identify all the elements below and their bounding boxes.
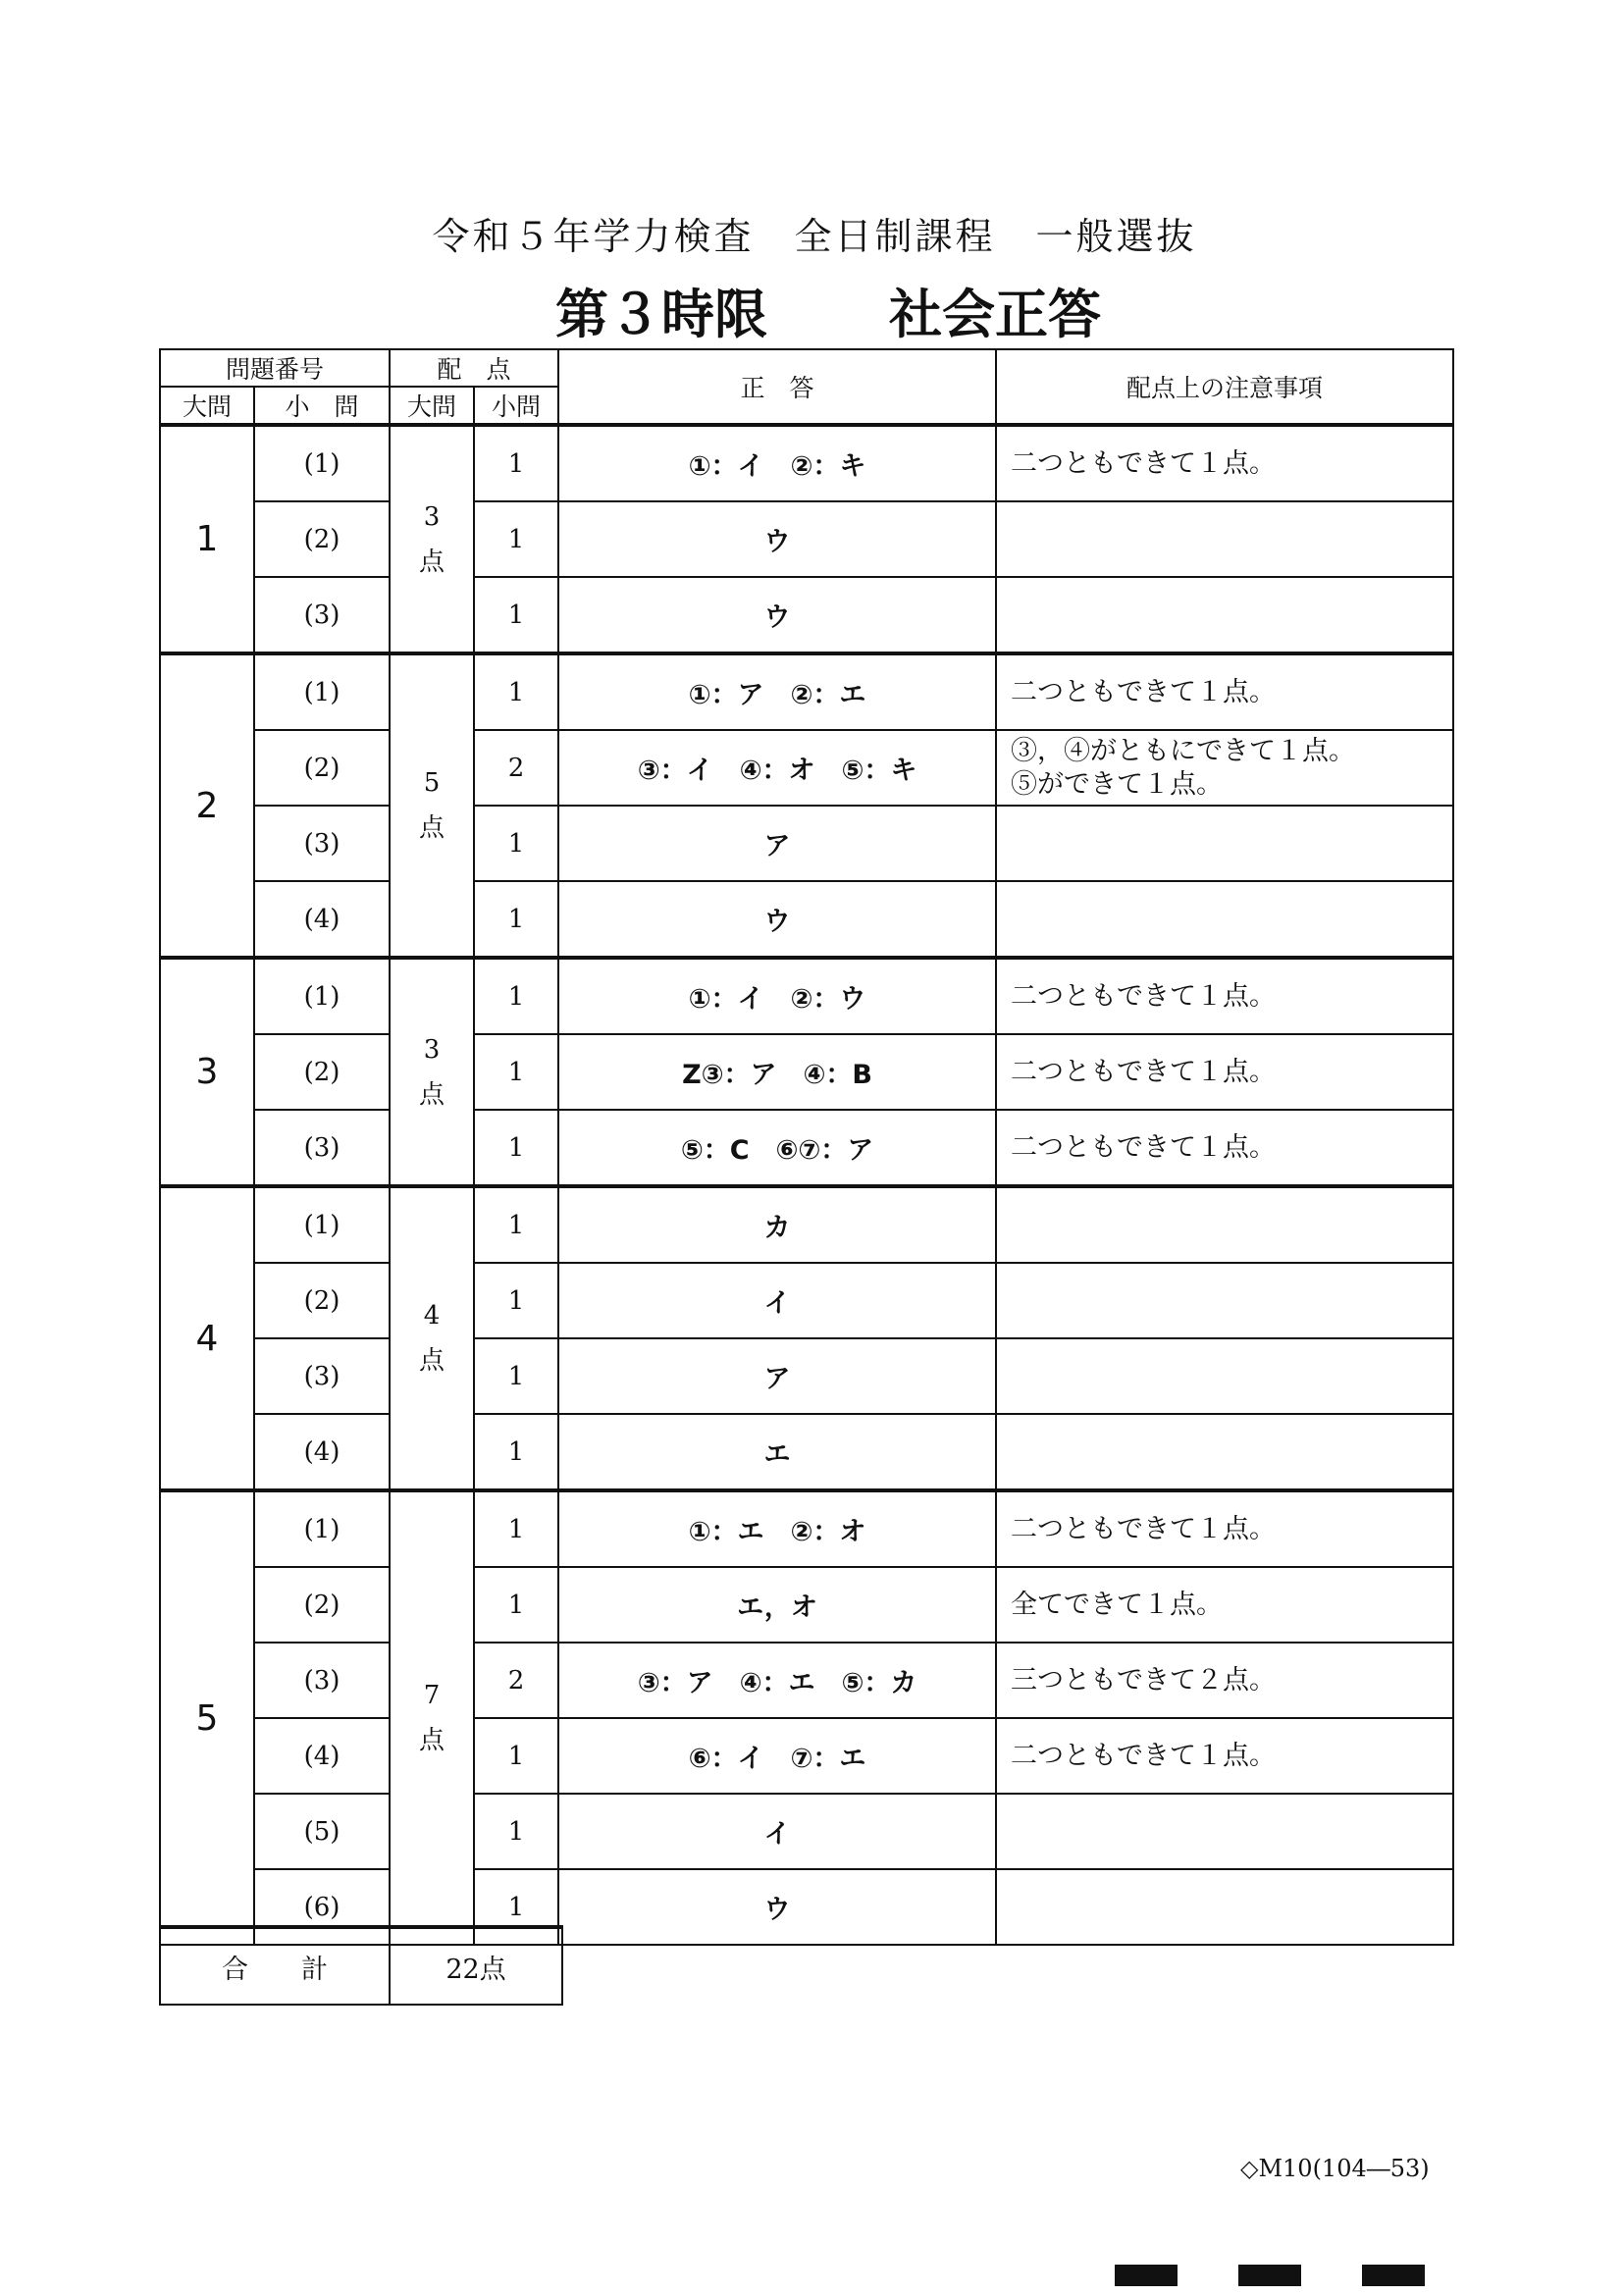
question-number: 1: [160, 425, 254, 653]
correct-answer: ウ: [558, 1869, 996, 1945]
correct-answer: ア: [558, 1338, 996, 1414]
sub-question: (4): [254, 881, 390, 958]
sub-question: (2): [254, 501, 390, 577]
scoring-note: [996, 1414, 1453, 1490]
group-points-unit: 点: [419, 813, 445, 843]
answer-row: [160, 1490, 1453, 1567]
scoring-note: [996, 1567, 1453, 1643]
scoring-note: [996, 1186, 1453, 1263]
sub-question: (3): [254, 577, 390, 653]
sub-points: 2: [474, 730, 558, 806]
header-seito: 正 答: [558, 349, 996, 425]
correct-answer: ウ: [558, 501, 996, 577]
scoring-note: [996, 730, 1453, 806]
answer-row: [160, 1034, 1453, 1110]
sub-question: (2): [254, 1567, 390, 1643]
correct-answer: ⑤：C ⑥⑦：ア: [558, 1110, 996, 1186]
header-haiten: 配 点: [390, 349, 558, 387]
answer-row: [160, 1186, 1453, 1263]
sub-points: 1: [474, 958, 558, 1034]
sub-points: 1: [474, 1490, 558, 1567]
group-points: [390, 958, 474, 1186]
scoring-note: [996, 1869, 1453, 1945]
question-number: 3: [160, 958, 254, 1186]
sub-question: (1): [254, 958, 390, 1034]
correct-answer: エ: [558, 1414, 996, 1490]
exam-title: 令和５年学力検査 全日制課程 一般選抜: [432, 215, 1197, 258]
group-points-unit: 点: [419, 547, 445, 577]
sub-points: 1: [474, 1186, 558, 1263]
scoring-note: [996, 1034, 1453, 1110]
total-value: 22点: [390, 1927, 562, 2005]
sub-points: 1: [474, 1718, 558, 1794]
sub-points: 2: [474, 1643, 558, 1718]
sub-points: 1: [474, 1110, 558, 1186]
registration-mark: [1115, 2265, 1178, 2286]
sub-points: 1: [474, 1869, 558, 1945]
answer-row: [160, 958, 1453, 1034]
correct-answer: ウ: [558, 881, 996, 958]
group-points-value: 4: [423, 1301, 441, 1331]
sub-points: 1: [474, 1034, 558, 1110]
sub-points: 1: [474, 1338, 558, 1414]
answer-row: [160, 1110, 1453, 1186]
header-mondai: 問題番号: [160, 349, 390, 387]
sub-points: 1: [474, 881, 558, 958]
answer-row: [160, 730, 1453, 806]
sub-points: 1: [474, 1567, 558, 1643]
question-number: 5: [160, 1490, 254, 1945]
group-points-unit: 点: [419, 1079, 445, 1110]
sub-question: (5): [254, 1794, 390, 1869]
answer-row: [160, 425, 1453, 501]
registration-mark: [1238, 2265, 1301, 2286]
scoring-note-line: 二つともできて１点。: [1011, 1740, 1277, 1771]
group-points-unit: 点: [419, 1726, 445, 1755]
header-shomon-points: 小問: [474, 387, 558, 425]
sub-question: (1): [254, 653, 390, 730]
scoring-note-line: 二つともできて１点。: [1011, 1056, 1277, 1087]
correct-answer: ①：エ ②：オ: [558, 1490, 996, 1567]
header-chui: 配点上の注意事項: [996, 349, 1453, 425]
correct-answer: エ，オ: [558, 1567, 996, 1643]
sub-question: (3): [254, 1338, 390, 1414]
scoring-note-line: ③，④がともにできて１点。: [1011, 735, 1356, 766]
question-number: 4: [160, 1186, 254, 1490]
answer-row: [160, 1414, 1453, 1490]
header-daimon: 大問: [160, 387, 254, 425]
subject-title: 社会正答: [889, 284, 1101, 345]
sub-question: (6): [254, 1869, 390, 1945]
scoring-note: [996, 1718, 1453, 1794]
sub-points: 1: [474, 577, 558, 653]
answer-row: [160, 1794, 1453, 1869]
answer-row: [160, 1263, 1453, 1338]
sub-question: (3): [254, 1643, 390, 1718]
scoring-note: [996, 1643, 1453, 1718]
header-shomon: 小 問: [254, 387, 390, 425]
group-points-value: 5: [423, 768, 441, 798]
scoring-note-line: 二つともできて１点。: [1011, 1131, 1277, 1163]
group-points: [390, 1186, 474, 1490]
correct-answer: ⑥：イ ⑦：エ: [558, 1718, 996, 1794]
sub-points: 1: [474, 653, 558, 730]
correct-answer: ①：イ ②：ウ: [558, 958, 996, 1034]
group-points: [390, 1490, 474, 1945]
scoring-note: [996, 1263, 1453, 1338]
scoring-note: [996, 1338, 1453, 1414]
scoring-note: [996, 806, 1453, 881]
correct-answer: ③：イ ④：オ ⑤：キ: [558, 730, 996, 806]
correct-answer: カ: [558, 1186, 996, 1263]
scoring-note: [996, 425, 1453, 501]
total-table: [159, 1925, 563, 2006]
sub-question: (3): [254, 806, 390, 881]
group-points-unit: 点: [419, 1346, 445, 1376]
answer-row: [160, 501, 1453, 577]
sub-question: (4): [254, 1414, 390, 1490]
scoring-note: [996, 1490, 1453, 1567]
scoring-note: [996, 1794, 1453, 1869]
sub-points: 1: [474, 425, 558, 501]
scoring-note: [996, 577, 1453, 653]
answer-row: [160, 806, 1453, 881]
registration-mark: [1362, 2265, 1425, 2286]
sub-question: (2): [254, 730, 390, 806]
group-points-value: 3: [423, 501, 441, 532]
correct-answer: Z③：ア ④：B: [558, 1034, 996, 1110]
sub-points: 1: [474, 1794, 558, 1869]
correct-answer: ③：ア ④：エ ⑤：カ: [558, 1643, 996, 1718]
correct-answer: ①：ア ②：エ: [558, 653, 996, 730]
answer-row: [160, 1338, 1453, 1414]
group-points: [390, 425, 474, 653]
sub-question: (1): [254, 425, 390, 501]
correct-answer: イ: [558, 1263, 996, 1338]
scoring-note-line: 二つともできて１点。: [1011, 676, 1277, 707]
period-title: 第３時限: [555, 283, 767, 345]
scoring-note: [996, 653, 1453, 730]
answer-row: [160, 1718, 1453, 1794]
document-code: ◇M10(104―53): [1240, 2155, 1430, 2182]
answer-row: [160, 653, 1453, 730]
sub-question: (1): [254, 1490, 390, 1567]
scoring-note: [996, 958, 1453, 1034]
scoring-note-line: ⑤ができて１点。: [1011, 768, 1224, 800]
sub-question: (4): [254, 1718, 390, 1794]
answer-table: [159, 348, 1454, 1946]
question-number: 2: [160, 653, 254, 958]
header-daimon-points: 大問: [390, 387, 474, 425]
sub-question: (2): [254, 1263, 390, 1338]
sub-points: 1: [474, 1263, 558, 1338]
scoring-note-line: 三つともできて２点。: [1011, 1664, 1277, 1696]
answer-row: [160, 1643, 1453, 1718]
scoring-note-line: 二つともできて１点。: [1011, 1513, 1277, 1544]
answer-row: [160, 1567, 1453, 1643]
scoring-note: [996, 501, 1453, 577]
total-label: 合 計: [160, 1927, 390, 2005]
sub-points: 1: [474, 1414, 558, 1490]
correct-answer: ア: [558, 806, 996, 881]
scoring-note-line: 二つともできて１点。: [1011, 980, 1277, 1012]
sub-points: 1: [474, 806, 558, 881]
group-points: [390, 653, 474, 958]
sub-points: 1: [474, 501, 558, 577]
answer-row: [160, 577, 1453, 653]
scoring-note-line: 全てできて１点。: [1011, 1589, 1224, 1620]
scoring-note-line: 二つともできて１点。: [1011, 447, 1277, 479]
correct-answer: イ: [558, 1794, 996, 1869]
sub-question: (1): [254, 1186, 390, 1263]
group-points-value: 7: [423, 1681, 441, 1710]
answer-row: [160, 881, 1453, 958]
sub-question: (3): [254, 1110, 390, 1186]
scoring-note: [996, 881, 1453, 958]
correct-answer: ①：イ ②：キ: [558, 425, 996, 501]
scoring-note: [996, 1110, 1453, 1186]
sub-question: (2): [254, 1034, 390, 1110]
correct-answer: ウ: [558, 577, 996, 653]
group-points-value: 3: [423, 1034, 441, 1065]
